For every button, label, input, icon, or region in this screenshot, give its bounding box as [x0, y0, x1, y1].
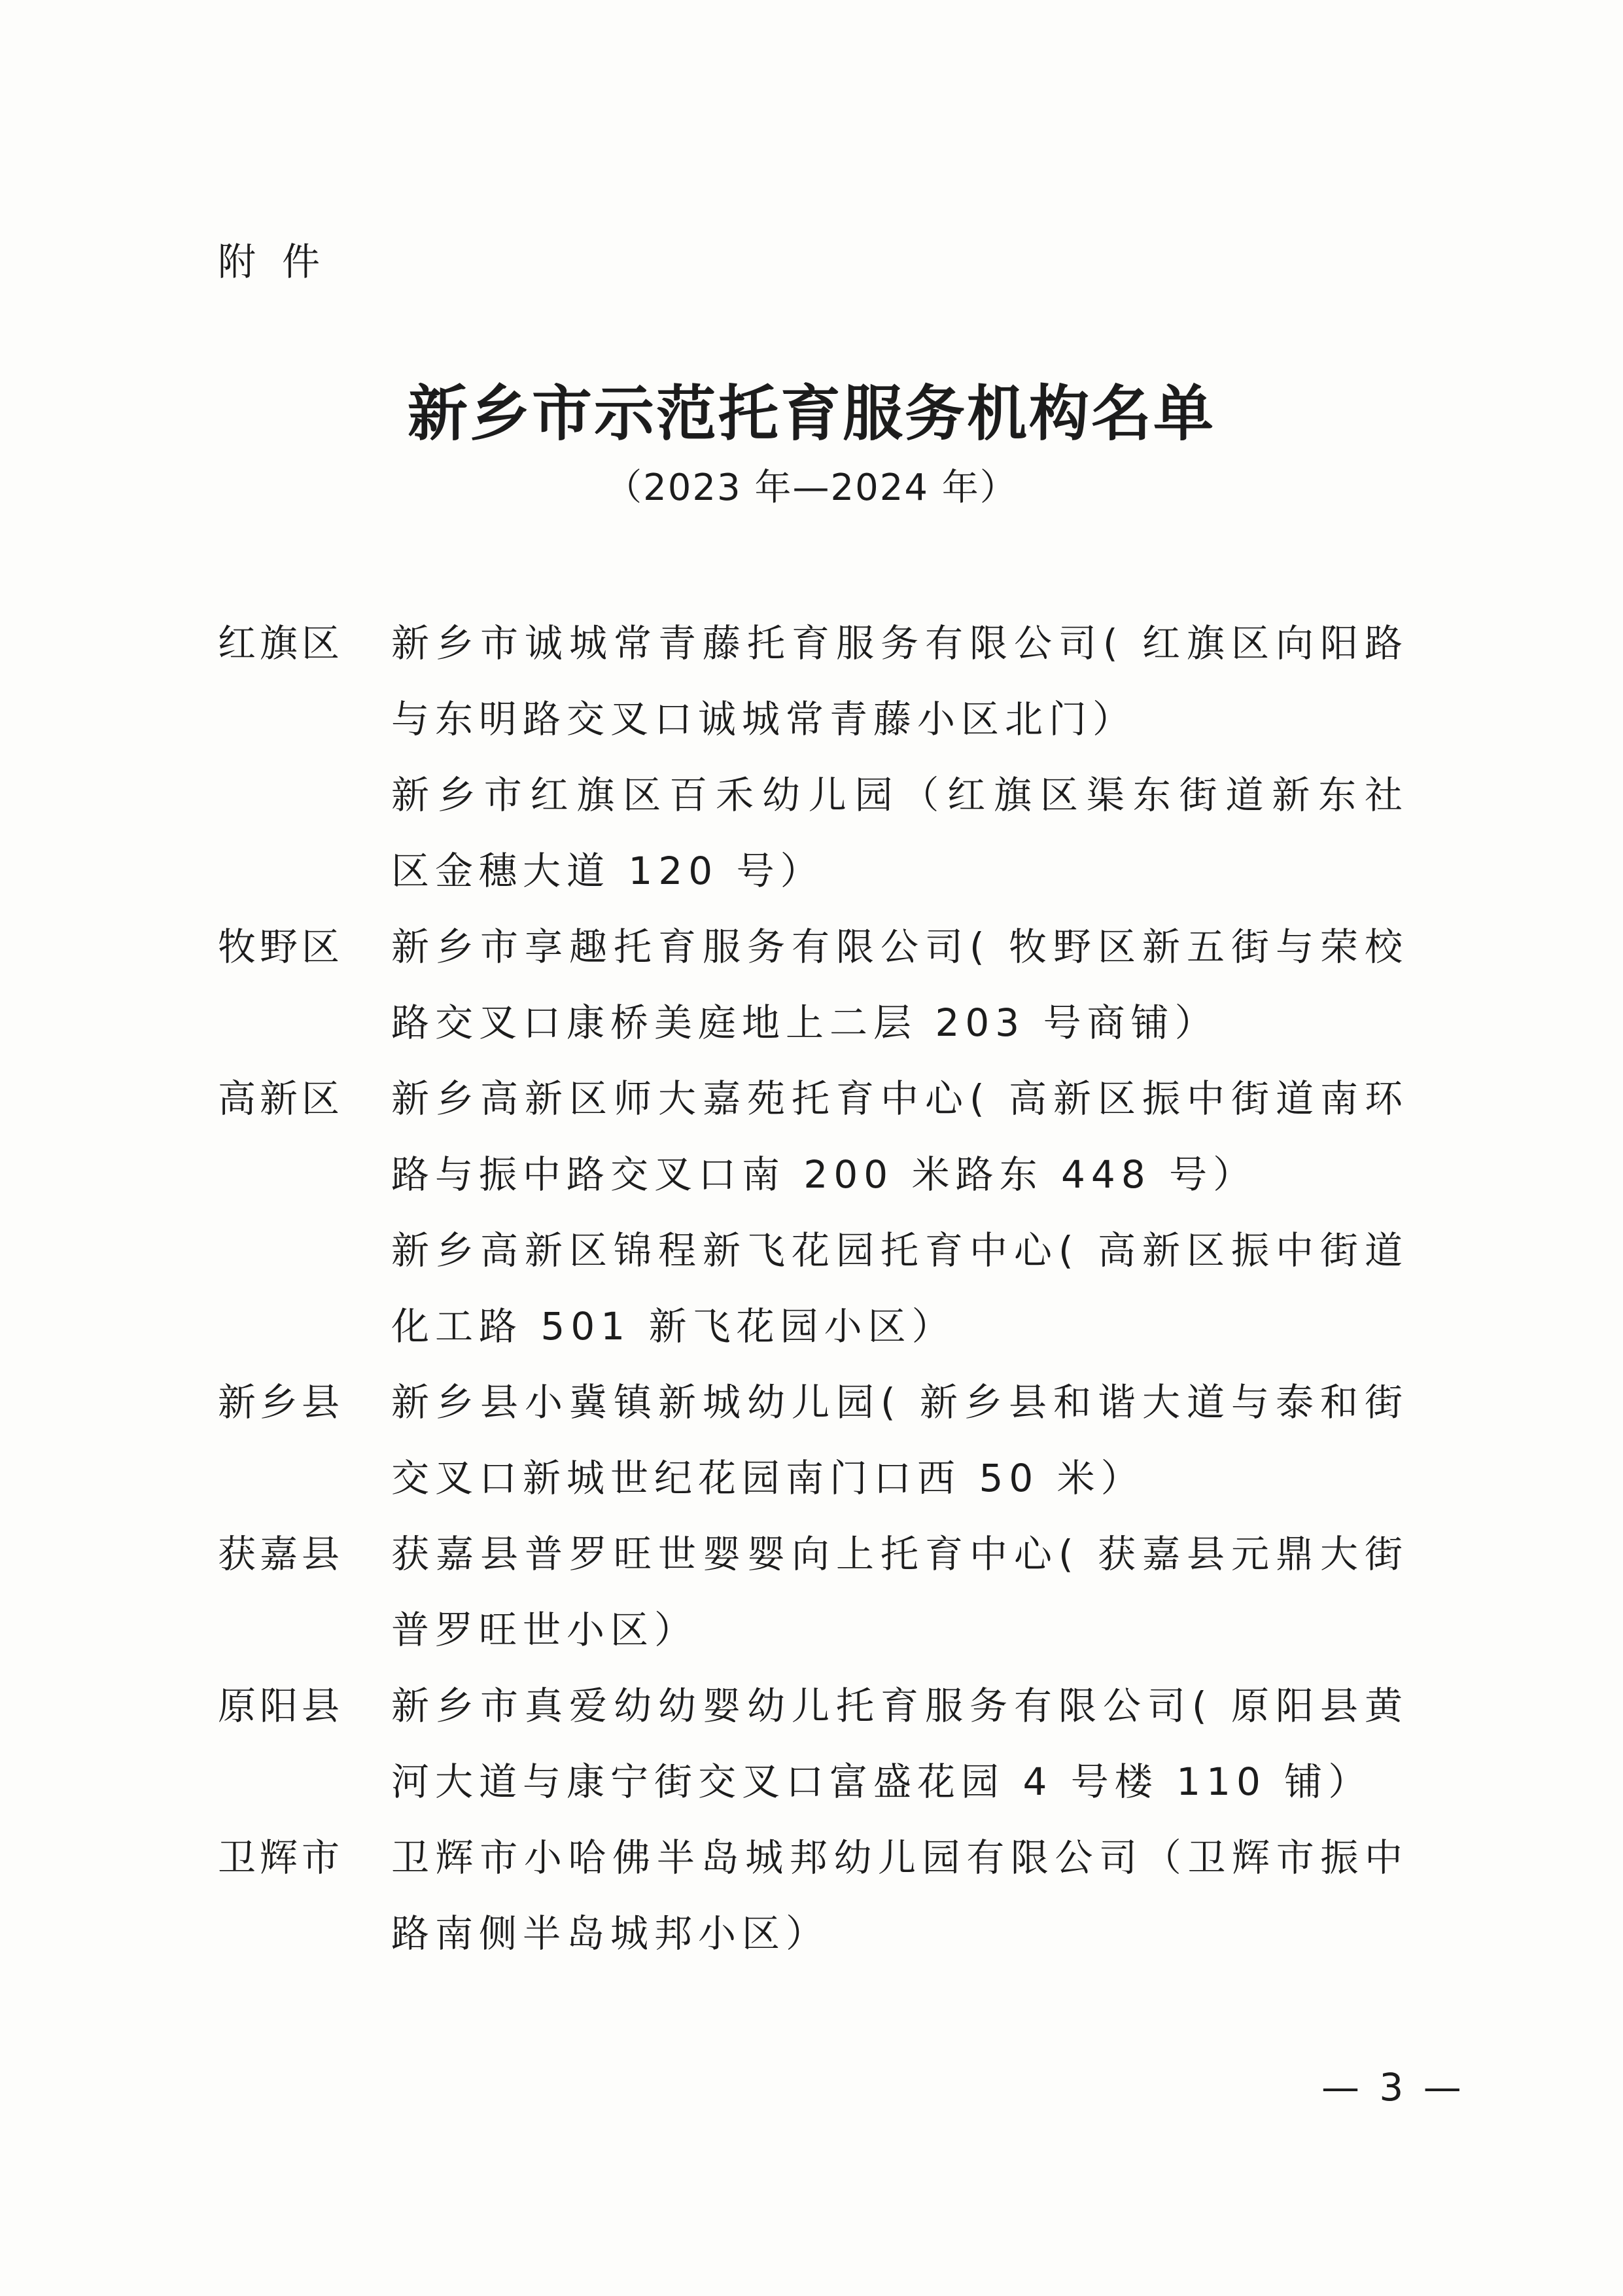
institution-entry: 新乡市享趣托育服务有限公司( 牧野区新五街与荣校路交叉口康桥美庭地上二层 203 号商铺）	[391, 925, 1408, 1045]
institution-entry: 新乡县小冀镇新城幼儿园( 新乡县和谐大道与泰和街交叉口新城世纪花园南门口西 50 米）	[391, 1380, 1408, 1500]
district-name: 新乡县	[218, 1380, 344, 1424]
district-group-gaoxin	[218, 1061, 1408, 1364]
institution-entries	[391, 1668, 1408, 1820]
institution-entries	[391, 1820, 1408, 1971]
district-group-xinxiang-county	[218, 1364, 1408, 1516]
institution-entry: 获嘉县普罗旺世婴婴向上托育中心( 获嘉县元鼎大街普罗旺世小区）	[391, 1532, 1408, 1652]
institution-entry: 新乡市红旗区百禾幼儿园（红旗区渠东街道新东社 区金穗大道 120 号）	[391, 773, 1408, 893]
institution-entry: 新乡市诚城常青藤托育服务有限公司( 红旗区向阳路与东明路交叉口诚城常青藤小区北门）	[391, 621, 1408, 741]
institution-entry: 新乡高新区锦程新飞花园托育中心( 高新区振中街道化工路 501 新飞花园小区）	[391, 1228, 1408, 1349]
district-group-yuanyang	[218, 1668, 1408, 1820]
institution-entries	[391, 1061, 1408, 1364]
district-group-muye	[218, 909, 1408, 1061]
district-group-weihui	[218, 1820, 1408, 1971]
institution-entry: 卫辉市小哈佛半岛城邦幼儿园有限公司（卫辉市振中路南侧半岛城邦小区）	[391, 1835, 1408, 1956]
institution-entry: 新乡市真爱幼幼婴幼儿托育服务有限公司( 原阳县黄河大道与康宁街交叉口富盛花园 4 号楼 110 铺）	[391, 1684, 1408, 1804]
district-group-huojia	[218, 1516, 1408, 1668]
district-group-hongqi	[218, 605, 1408, 909]
institution-entries	[391, 1516, 1408, 1668]
district-name: 原阳县	[218, 1684, 344, 1728]
district-name: 牧野区	[218, 925, 344, 969]
institution-entries	[391, 605, 1408, 909]
institution-entries	[391, 909, 1408, 1061]
district-name: 获嘉县	[218, 1532, 344, 1576]
document-subtitle: （2023 年—2024 年）	[605, 467, 1018, 509]
district-name: 高新区	[218, 1076, 344, 1121]
document-title: 新乡市示范托育服务机构名单	[407, 378, 1215, 449]
institution-list	[218, 605, 1408, 1971]
institution-entries	[391, 1364, 1408, 1516]
attachment-label: 附件	[218, 239, 347, 284]
district-name: 红旗区	[218, 621, 344, 665]
institution-entry: 新乡高新区师大嘉苑托育中心( 高新区振中街道南环路与振中路交叉口南 200 米路东 448 号）	[391, 1076, 1408, 1197]
page-number: — 3 —	[1321, 2065, 1465, 2110]
district-name: 卫辉市	[218, 1835, 344, 1880]
